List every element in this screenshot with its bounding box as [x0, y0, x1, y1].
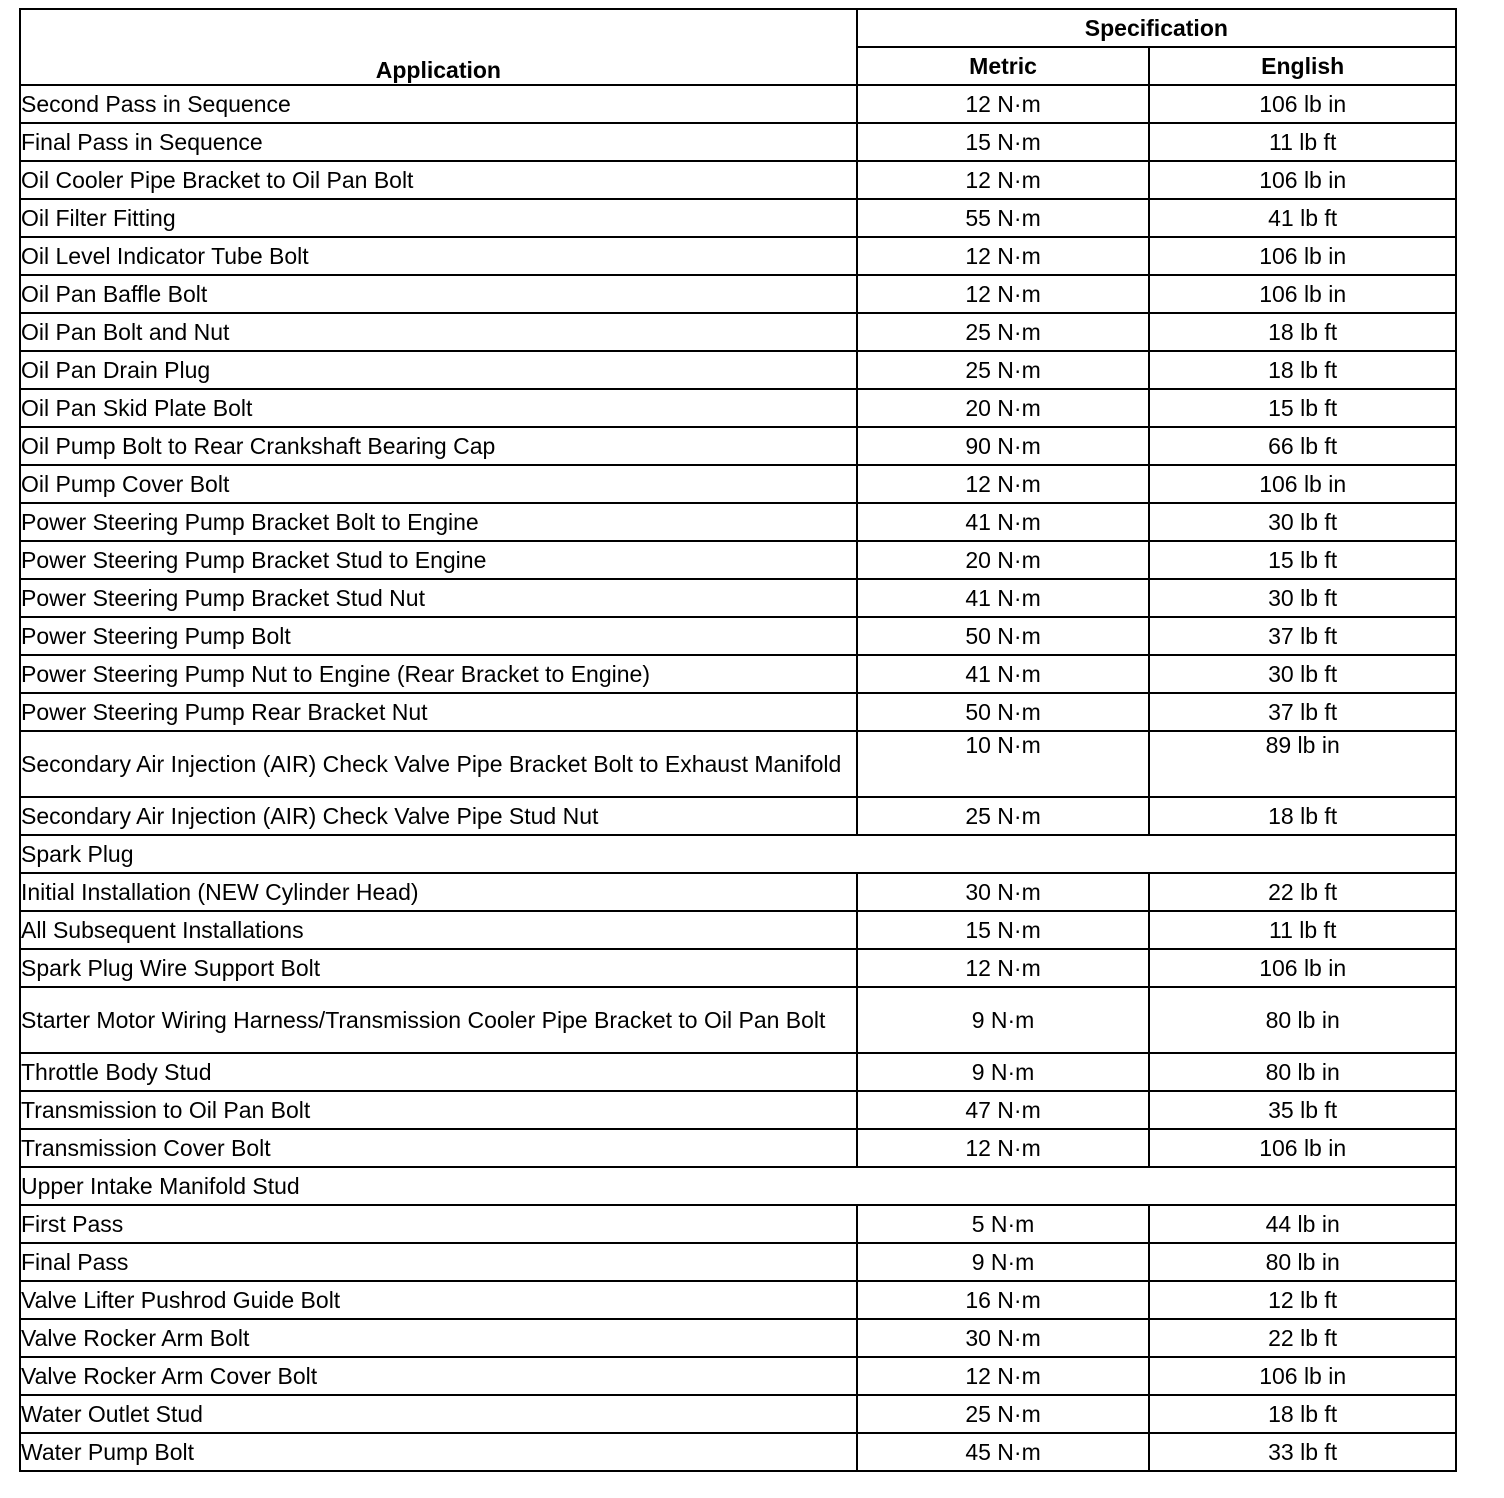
- application-cell: Oil Pump Bolt to Rear Crankshaft Bearing Cap: [20, 427, 857, 465]
- application-cell: Final Pass: [20, 1243, 857, 1281]
- application-cell: Power Steering Pump Bolt: [20, 617, 857, 655]
- metric-cell: 9 N·m: [857, 1243, 1150, 1281]
- application-cell: Power Steering Pump Bracket Stud to Engine: [20, 541, 857, 579]
- table-header: [20, 9, 1456, 85]
- metric-cell: 20 N·m: [857, 389, 1150, 427]
- metric-cell: 12 N·m: [857, 161, 1150, 199]
- metric-cell: 15 N·m: [857, 123, 1150, 161]
- table-row: [20, 199, 1456, 237]
- application-cell: Secondary Air Injection (AIR) Check Valve Pipe Bracket Bolt to Exhaust Manifold: [20, 731, 857, 797]
- metric-cell: 41 N·m: [857, 655, 1150, 693]
- english-cell: 106 lb in: [1149, 465, 1456, 503]
- metric-cell: 50 N·m: [857, 693, 1150, 731]
- table-row: [20, 1205, 1456, 1243]
- metric-cell: 16 N·m: [857, 1281, 1150, 1319]
- metric-cell: 12 N·m: [857, 1129, 1150, 1167]
- english-cell: 80 lb in: [1149, 1243, 1456, 1281]
- table-row: [20, 873, 1456, 911]
- application-cell: Oil Pan Bolt and Nut: [20, 313, 857, 351]
- header-english: English: [1149, 47, 1456, 85]
- header-metric: Metric: [857, 47, 1150, 85]
- english-cell: 15 lb ft: [1149, 541, 1456, 579]
- english-cell: 15 lb ft: [1149, 389, 1456, 427]
- english-cell: 41 lb ft: [1149, 199, 1456, 237]
- english-cell: 30 lb ft: [1149, 503, 1456, 541]
- header-specification: Specification: [857, 9, 1456, 47]
- english-cell: 89 lb in: [1149, 731, 1456, 797]
- application-cell: Initial Installation (NEW Cylinder Head): [20, 873, 857, 911]
- metric-cell: 25 N·m: [857, 313, 1150, 351]
- table-row: [20, 579, 1456, 617]
- english-cell: 106 lb in: [1149, 85, 1456, 123]
- metric-cell: 12 N·m: [857, 85, 1150, 123]
- table-row: [20, 465, 1456, 503]
- english-cell: 18 lb ft: [1149, 1395, 1456, 1433]
- metric-cell: 47 N·m: [857, 1091, 1150, 1129]
- metric-cell: 45 N·m: [857, 1433, 1150, 1471]
- application-cell: Secondary Air Injection (AIR) Check Valve Pipe Stud Nut: [20, 797, 857, 835]
- table-row: [20, 161, 1456, 199]
- table-row: [20, 1091, 1456, 1129]
- application-cell: Throttle Body Stud: [20, 1053, 857, 1091]
- table-row: [20, 237, 1456, 275]
- application-cell: Final Pass in Sequence: [20, 123, 857, 161]
- metric-cell: 41 N·m: [857, 503, 1150, 541]
- application-cell: Power Steering Pump Bracket Stud Nut: [20, 579, 857, 617]
- application-cell: Valve Lifter Pushrod Guide Bolt: [20, 1281, 857, 1319]
- table-row: [20, 731, 1456, 797]
- application-cell: Oil Pump Cover Bolt: [20, 465, 857, 503]
- english-cell: 11 lb ft: [1149, 911, 1456, 949]
- application-cell: Power Steering Pump Bracket Bolt to Engine: [20, 503, 857, 541]
- table-row: [20, 313, 1456, 351]
- metric-cell: 12 N·m: [857, 1357, 1150, 1395]
- metric-cell: 10 N·m: [857, 731, 1150, 797]
- english-cell: 106 lb in: [1149, 161, 1456, 199]
- table-row: [20, 949, 1456, 987]
- application-cell: All Subsequent Installations: [20, 911, 857, 949]
- english-cell: 106 lb in: [1149, 275, 1456, 313]
- metric-cell: 41 N·m: [857, 579, 1150, 617]
- table-row: [20, 389, 1456, 427]
- english-cell: 80 lb in: [1149, 987, 1456, 1053]
- metric-cell: 20 N·m: [857, 541, 1150, 579]
- english-cell: 106 lb in: [1149, 1129, 1456, 1167]
- english-cell: 11 lb ft: [1149, 123, 1456, 161]
- group-label-upper-intake-manifold-stud: Upper Intake Manifold Stud: [20, 1167, 1456, 1205]
- group-row: [20, 835, 1456, 873]
- english-cell: 30 lb ft: [1149, 579, 1456, 617]
- table-row: [20, 1243, 1456, 1281]
- table-row: [20, 911, 1456, 949]
- english-cell: 12 lb ft: [1149, 1281, 1456, 1319]
- application-cell: Oil Pan Skid Plate Bolt: [20, 389, 857, 427]
- metric-cell: 12 N·m: [857, 949, 1150, 987]
- application-cell: Transmission to Oil Pan Bolt: [20, 1091, 857, 1129]
- english-cell: 106 lb in: [1149, 949, 1456, 987]
- application-cell: Water Pump Bolt: [20, 1433, 857, 1471]
- application-cell: Oil Pan Baffle Bolt: [20, 275, 857, 313]
- metric-cell: 12 N·m: [857, 275, 1150, 313]
- metric-cell: 30 N·m: [857, 873, 1150, 911]
- header-application: Application: [20, 9, 857, 85]
- table-row: [20, 1129, 1456, 1167]
- english-cell: 66 lb ft: [1149, 427, 1456, 465]
- english-cell: 37 lb ft: [1149, 617, 1456, 655]
- metric-cell: 15 N·m: [857, 911, 1150, 949]
- english-cell: 18 lb ft: [1149, 313, 1456, 351]
- table-row: [20, 693, 1456, 731]
- table-row: [20, 655, 1456, 693]
- table-row: [20, 1319, 1456, 1357]
- english-cell: 33 lb ft: [1149, 1433, 1456, 1471]
- english-cell: 37 lb ft: [1149, 693, 1456, 731]
- table-row: [20, 503, 1456, 541]
- english-cell: 80 lb in: [1149, 1053, 1456, 1091]
- table-row: [20, 123, 1456, 161]
- application-cell: Spark Plug Wire Support Bolt: [20, 949, 857, 987]
- application-cell: Water Outlet Stud: [20, 1395, 857, 1433]
- english-cell: 18 lb ft: [1149, 351, 1456, 389]
- table-row: [20, 541, 1456, 579]
- application-cell: Transmission Cover Bolt: [20, 1129, 857, 1167]
- english-cell: 35 lb ft: [1149, 1091, 1456, 1129]
- english-cell: 18 lb ft: [1149, 797, 1456, 835]
- table-row: [20, 1395, 1456, 1433]
- table-row: [20, 797, 1456, 835]
- application-cell: Oil Level Indicator Tube Bolt: [20, 237, 857, 275]
- application-cell: Power Steering Pump Nut to Engine (Rear Bracket to Engine): [20, 655, 857, 693]
- table-row: [20, 987, 1456, 1053]
- table-body: [20, 85, 1456, 1471]
- metric-cell: 12 N·m: [857, 465, 1150, 503]
- application-cell: Valve Rocker Arm Bolt: [20, 1319, 857, 1357]
- application-cell: Valve Rocker Arm Cover Bolt: [20, 1357, 857, 1395]
- english-cell: 22 lb ft: [1149, 1319, 1456, 1357]
- application-cell: Power Steering Pump Rear Bracket Nut: [20, 693, 857, 731]
- metric-cell: 9 N·m: [857, 987, 1150, 1053]
- application-cell: Oil Cooler Pipe Bracket to Oil Pan Bolt: [20, 161, 857, 199]
- english-cell: 22 lb ft: [1149, 873, 1456, 911]
- table-row: [20, 427, 1456, 465]
- metric-cell: 12 N·m: [857, 237, 1150, 275]
- group-label-spark-plug: Spark Plug: [20, 835, 1456, 873]
- metric-cell: 25 N·m: [857, 1395, 1150, 1433]
- table-row: [20, 1053, 1456, 1091]
- table-row: [20, 1357, 1456, 1395]
- english-cell: 106 lb in: [1149, 1357, 1456, 1395]
- application-cell: First Pass: [20, 1205, 857, 1243]
- application-cell: Oil Filter Fitting: [20, 199, 857, 237]
- group-row: [20, 1167, 1456, 1205]
- application-cell: Starter Motor Wiring Harness/Transmission Cooler Pipe Bracket to Oil Pan Bolt: [20, 987, 857, 1053]
- table-row: [20, 275, 1456, 313]
- metric-cell: 50 N·m: [857, 617, 1150, 655]
- application-cell: Second Pass in Sequence: [20, 85, 857, 123]
- table-row: [20, 85, 1456, 123]
- table-row: [20, 1433, 1456, 1471]
- table-row: [20, 617, 1456, 655]
- metric-cell: 5 N·m: [857, 1205, 1150, 1243]
- metric-cell: 55 N·m: [857, 199, 1150, 237]
- metric-cell: 9 N·m: [857, 1053, 1150, 1091]
- metric-cell: 90 N·m: [857, 427, 1150, 465]
- metric-cell: 30 N·m: [857, 1319, 1150, 1357]
- english-cell: 30 lb ft: [1149, 655, 1456, 693]
- table-row: [20, 1281, 1456, 1319]
- torque-specification-table: [19, 8, 1457, 1472]
- metric-cell: 25 N·m: [857, 797, 1150, 835]
- metric-cell: 25 N·m: [857, 351, 1150, 389]
- application-cell: Oil Pan Drain Plug: [20, 351, 857, 389]
- table-row: [20, 351, 1456, 389]
- english-cell: 106 lb in: [1149, 237, 1456, 275]
- english-cell: 44 lb in: [1149, 1205, 1456, 1243]
